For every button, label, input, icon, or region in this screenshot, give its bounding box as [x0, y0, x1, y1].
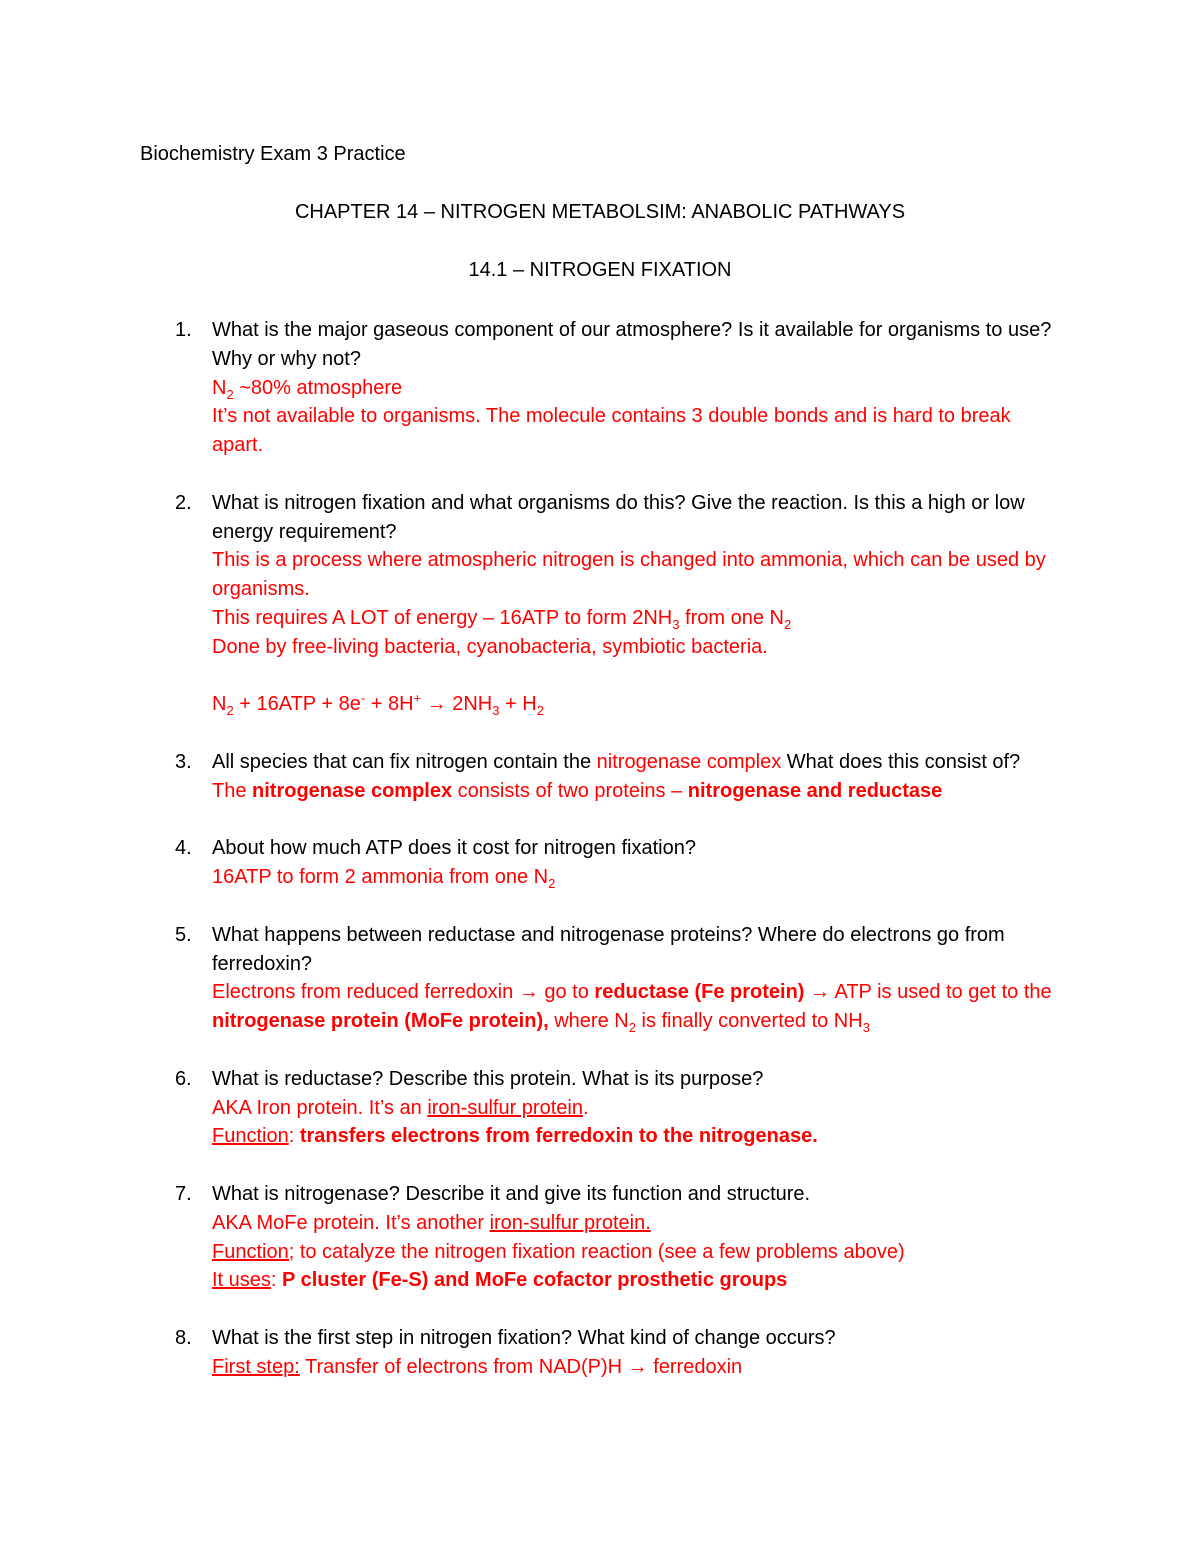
answer-underlined-text: Function [212, 1125, 289, 1148]
answer-line [212, 1266, 1065, 1295]
answer-underlined-text: It uses [212, 1269, 271, 1292]
question-text: What is nitrogen fixation and what organisms do this? Give the reaction. Is this a high or low energy requirement? [212, 491, 1025, 543]
answer-text: 16ATP to form 2 ammonia from one N [212, 866, 549, 889]
answer-text: : [270, 1269, 283, 1292]
answer-underlined-text: iron-sulfur protein. [489, 1211, 651, 1234]
question-text: What is the major gaseous component of our atmosphere? Is it available for organisms to use? Why or why not? [212, 319, 1052, 370]
subscript: 3 [492, 703, 500, 719]
answer-bold-text: reductase (Fe protein) [594, 981, 805, 1004]
question-item-4 [175, 834, 1065, 892]
answer-text: : [288, 1125, 300, 1148]
answer-text: AKA Iron protein. It’s an [212, 1096, 428, 1119]
superscript: - [360, 690, 366, 706]
section-heading: 14.1 – NITROGEN FIXATION [468, 259, 732, 281]
chapter-heading: CHAPTER 14 – NITROGEN METABOLSIM: ANABOLIC PATHWAYS [294, 201, 906, 223]
subscript: 3 [862, 1020, 870, 1036]
answer-text: to catalyze the nitrogen fixation reaction (see a few problems above) [294, 1240, 905, 1263]
subscript: 2 [226, 703, 234, 719]
answer-text: This requires A LOT of energy – 16ATP to form 2NH [212, 606, 673, 629]
question-text: About how much ATP does it cost for nitrogen fixation? [212, 837, 696, 860]
answer-line [212, 1122, 1065, 1151]
question-item-1 [175, 316, 1065, 460]
answer-line [212, 374, 1065, 403]
answer-underlined-text: iron-sulfur protein [427, 1096, 583, 1119]
question-text-part: All species that can fix nitrogen contain the [212, 750, 597, 773]
answer-text: from one N [679, 606, 784, 629]
question-number: 1. [175, 319, 192, 341]
answer-text: consists of two proteins – [452, 779, 688, 802]
question-number: 2. [175, 491, 192, 514]
answer-text: N [212, 376, 227, 399]
answer-text: ~80% atmosphere [233, 376, 403, 399]
answer-text: is finally converted to NH [635, 1010, 863, 1033]
subscript: 3 [672, 616, 680, 632]
answer-line [212, 863, 1065, 892]
highlighted-term: nitrogenase complex [596, 750, 782, 773]
answer-bold-text: nitrogenase and reductase [687, 779, 943, 802]
question-item-2 [175, 489, 1065, 719]
answer-bold-text: nitrogenase complex [252, 779, 453, 802]
answer-text: The [212, 779, 253, 802]
answer-text: Transfer of electrons from NAD(P)H → ferredoxin [299, 1355, 743, 1378]
superscript: + [413, 690, 422, 706]
answer-line [212, 1353, 1065, 1382]
answer-line: Done by free-living bacteria, cyanobacteria, symbiotic bacteria. [212, 635, 768, 658]
equation-text: + 8H [365, 693, 414, 716]
question-number: 4. [175, 837, 192, 860]
answer-line [212, 1238, 1065, 1267]
answer-underlined-text: First step: [212, 1355, 300, 1378]
question-text [212, 748, 1065, 777]
answer-line [212, 604, 1065, 633]
equation-text: N [212, 693, 227, 716]
answer-line: It’s not available to organisms. The molecule contains 3 double bonds and is hard to break apart. [212, 405, 1011, 457]
answer-bold-text: transfers electrons from ferredoxin to the nitrogenase. [299, 1125, 818, 1148]
equation-text: + 16ATP + 8e [233, 693, 361, 716]
question-list [175, 316, 1065, 1410]
answer-line [212, 1209, 1065, 1238]
reaction-equation [212, 690, 1065, 719]
question-item-7 [175, 1180, 1065, 1295]
answer-line [212, 1094, 1065, 1123]
subscript: 2 [536, 703, 544, 719]
answer-text: Electrons from reduced ferredoxin → go to [212, 981, 595, 1004]
subscript: 2 [628, 1020, 636, 1036]
question-number: 7. [175, 1182, 192, 1205]
answer-text: . [582, 1096, 589, 1119]
answer-text: → ATP is used to get to the [804, 981, 1052, 1004]
answer-line: This is a process where atmospheric nitrogen is changed into ammonia, which can be used by organisms. [212, 549, 1046, 601]
answer-bold-text: P cluster (Fe-S) and MoFe cofactor prosthetic groups [282, 1269, 788, 1292]
answer-text: where N [548, 1010, 629, 1033]
equation-text: + H [499, 693, 537, 716]
subscript: 2 [226, 386, 234, 402]
question-text: What happens between reductase and nitrogenase proteins? Where do electrons go from ferredoxin? [212, 923, 1005, 975]
question-item-8 [175, 1324, 1065, 1382]
question-number: 6. [175, 1067, 192, 1090]
answer-bold-text: nitrogenase protein (MoFe protein), [212, 1010, 549, 1033]
subscript: 2 [548, 876, 556, 892]
question-item-3 [175, 748, 1065, 806]
question-number: 5. [175, 923, 192, 946]
document-title: Biochemistry Exam 3 Practice [140, 143, 406, 165]
question-item-5 [175, 921, 1065, 1036]
answer-underlined-text: Function; [212, 1240, 295, 1263]
question-text-part: What does this consist of? [781, 750, 1021, 773]
question-number: 3. [175, 750, 192, 773]
answer-line [212, 777, 1065, 806]
question-text: What is the first step in nitrogen fixation? What kind of change occurs? [212, 1326, 836, 1349]
question-text: What is nitrogenase? Describe it and give its function and structure. [212, 1182, 811, 1205]
equation-text: → 2NH [421, 693, 493, 716]
subscript: 2 [783, 616, 792, 632]
question-text: What is reductase? Describe this protein. What is its purpose? [212, 1067, 764, 1090]
question-number: 8. [175, 1326, 192, 1349]
answer-text: AKA MoFe protein. It’s another [212, 1211, 490, 1234]
question-item-6 [175, 1065, 1065, 1151]
answer-line [212, 978, 1065, 1036]
